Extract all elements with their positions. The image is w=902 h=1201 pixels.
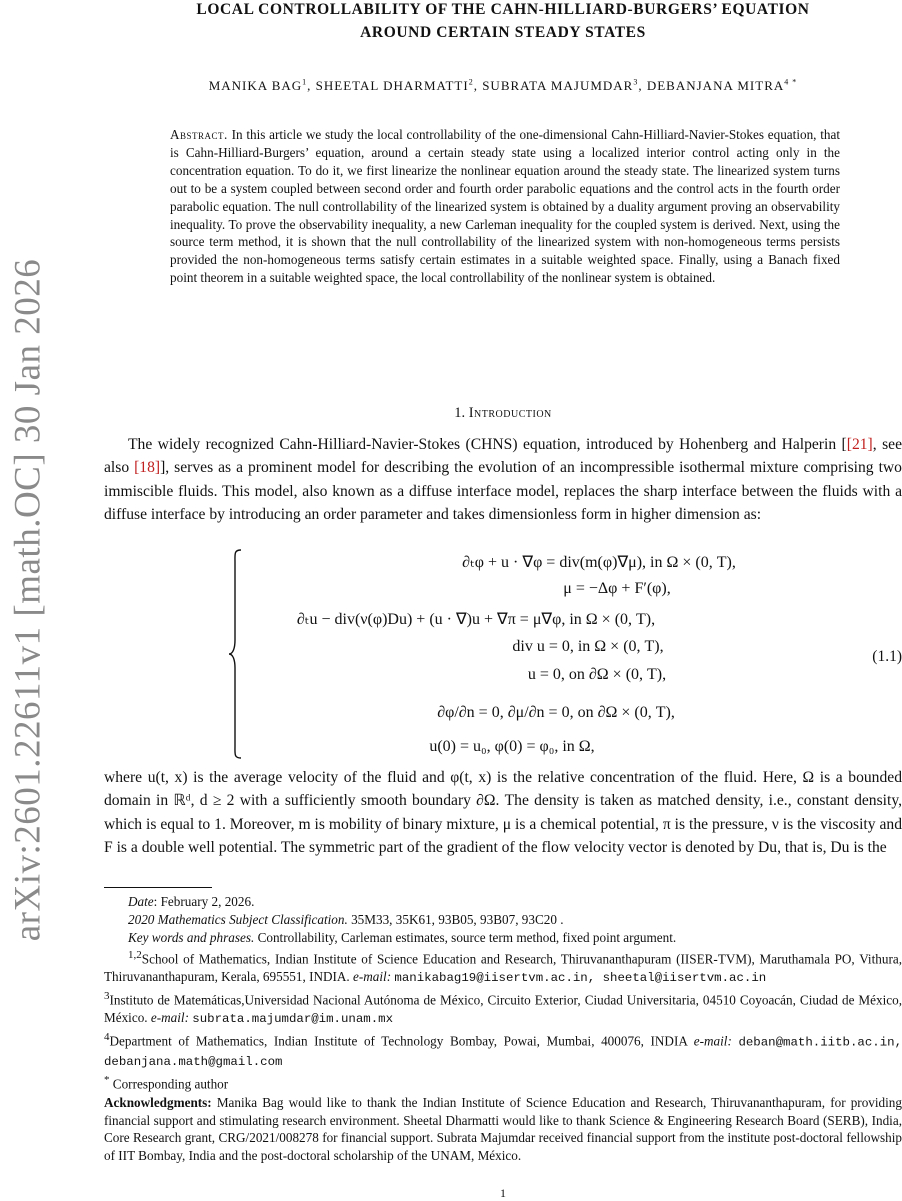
section-heading	[104, 405, 902, 422]
arxiv-stamp: arXiv:2601.22611v1 [math.OC] 30 Jan 2026	[7, 258, 49, 942]
author-list	[104, 78, 902, 94]
affiliation-4: $^4$Department of Mathematics, Indian Institute of Technology Bombay, Powai, Mumbai, 400076, INDIA e-mail: deban@math.iitb.ac.in, debanjana.math@gmail.com	[104, 1031, 902, 1070]
abstract	[170, 126, 840, 287]
msc-footnote: 2020 Mathematics Subject Classification. 35M33, 35K61, 93B05, 93B07, 93C20 .	[128, 911, 564, 927]
author: SUBRATA MAJUMDAR$^3$,	[482, 78, 647, 94]
acknowledgments: Acknowledgments: Manika Bag would like to thank the Indian Institute of Science Education and Research, Thiruvananthapuram, for providing financial support and stimulating research environment. Sheetal Dharmatti would like to thank Science & Engineering Research Board (SERB), India, Core Research grant, CRG/2021/008278 for financial support. Subrata Majumdar received financial support from the institute post-doctoral fellowship of IIT Bombay, India and the post-doctoral scholarship of the UNAM, México.	[104, 1094, 902, 1164]
section-title: Introduction	[468, 405, 552, 421]
equation-line: μ = −Δφ + F′(φ),	[563, 580, 671, 597]
title-line-2: AROUND CERTAIN STEADY STATES	[360, 24, 646, 41]
citation-link[interactable]: [18]	[134, 459, 161, 477]
date-footnote: Date: February 2, 2026.	[128, 894, 255, 909]
footnotes	[104, 893, 902, 1165]
section-number: 1.	[454, 405, 466, 421]
paper-page	[104, 0, 902, 1200]
author: SHEETAL DHARMATTI$^2$,	[315, 78, 483, 94]
intro-paragraph-2: where u(t, x) is the average velocity of the fluid and φ(t, x) is the relative concentration of the fluid. Here, Ω is a bounded domain in ℝᵈ, d ≥ 2 with a sufficiently smooth boundary ∂Ω. The density is taken as matched density, i.e., constant density, which is equal to 1. Moreover, m is mobility of binary mixture, μ is a chemical potential, π is the pressure, ν is the viscosity and F is a double well potential. The symmetric part of the gradient of the flow velocity vector is denoted by Du, that is, Du is the	[104, 769, 902, 856]
abstract-text: In this article we study the local controllability of the one-dimensional Cahn-Hilliard-Navier-Stokes equation, that is Cahn-Hilliard-Burgers’ equation, around a certain steady state using a localized interior control acting only in the concentration equation. To do it, we first linearize the nonlinear equation around the steady state. The linearized system turns out to be a system coupled between second order and fourth order parabolic equations and the control acts in the fourth order parabolic equation. The null controllability of the linearized system is obtained by a duality argument proving an observability inequality. To prove the observability inequality, a new Carleman inequality for the coupled system is derived. Next, using the source term method, it is shown that the null controllability of the linearized system with non-homogeneous terms persists provided the non-homogeneous terms satisfy certain estimates in a suitable weighted space. Finally, using a Banach fixed point theorem in a suitable weighted space, the local controllability of the nonlinear system is obtained.	[170, 127, 840, 286]
email[interactable]: deban@math.iitb.ac.in, debanjana.math@gmail.com	[104, 1035, 902, 1070]
equation-line: u = 0, on ∂Ω × (0, T),	[527, 666, 667, 683]
page-number: 1	[500, 1186, 506, 1200]
equation-number: (1.1)	[872, 648, 902, 665]
equation-line: u(0) = u₀, φ(0) = φ₀, in Ω,	[429, 738, 595, 755]
equation-system	[104, 548, 902, 760]
keywords-footnote: Key words and phrases. Controllability, Carleman estimates, source term method, fixed point argument.	[128, 929, 677, 945]
author: MANIKA BAG$^1$,	[208, 78, 316, 94]
equation-line: ∂ₜφ + u · ∇φ = div(m(φ)∇μ), in Ω × (0, T),	[462, 554, 736, 571]
arxiv-sidebar	[0, 0, 56, 1200]
intro-paragraph-1: The widely recognized Cahn-Hilliard-Navier-Stokes (CHNS) equation, introduced by Hohenberg and Halperin [[21], see also [18]], serves as a prominent model for describing the evolution of an incompressible isothermal mixture comprising two immiscible fluids. This model, also known as a diffuse interface model, replaces the sharp interface between the fluids with a diffuse interface by introducing an order parameter and takes dimensionless form in higher dimension as:	[104, 436, 902, 523]
corresponding-author: * Corresponding author	[104, 1074, 229, 1092]
equation-line: ∂ₜu − div(ν(φ)Du) + (u · ∇)u + ∇π = μ∇φ, in Ω × (0, T),	[296, 611, 656, 628]
footnote-rule	[104, 887, 212, 888]
abstract-label: Abstract.	[170, 127, 228, 142]
email[interactable]: subrata.majumdar@im.unam.mx	[192, 1012, 394, 1027]
paper-title	[104, 0, 902, 44]
citation-link[interactable]: [21]	[846, 436, 873, 453]
affiliation-3: $^3$Instituto de Matemáticas,Universidad Nacional Autónoma de México, Circuito Exterior, Ciudad Universitaria, 04510 Coyoacán, Ciudad de México, México. e-mail: subrata.majumdar@im.unam.mx	[104, 989, 902, 1027]
email[interactable]: manikabag19@iisertvm.ac.in, sheetal@iisertvm.ac.in	[394, 971, 767, 986]
affiliation-1-2: $^{1,2}$School of Mathematics, Indian Institute of Science Education and Research, Thiruvananthapuram (IISER-TVM), Maruthamala PO, Vithura, Thiruvananthapuram, Kerala, 695551, INDIA. e-mail: manikabag19@iisertvm.ac.in, sheetal@iisertvm.ac.in	[104, 948, 902, 986]
author: DEBANJANA $MITRA^{4 *}$	[646, 78, 798, 94]
left-brace	[228, 548, 242, 760]
equation-line: div u = 0, in Ω × (0, T),	[512, 638, 664, 655]
title-line-1: LOCAL CONTROLLABILITY OF THE CAHN-HILLIARD-BURGERS’ EQUATION	[196, 1, 810, 18]
equation-line: ∂φ/∂n = 0, ∂μ/∂n = 0, on ∂Ω × (0, T),	[437, 704, 675, 721]
